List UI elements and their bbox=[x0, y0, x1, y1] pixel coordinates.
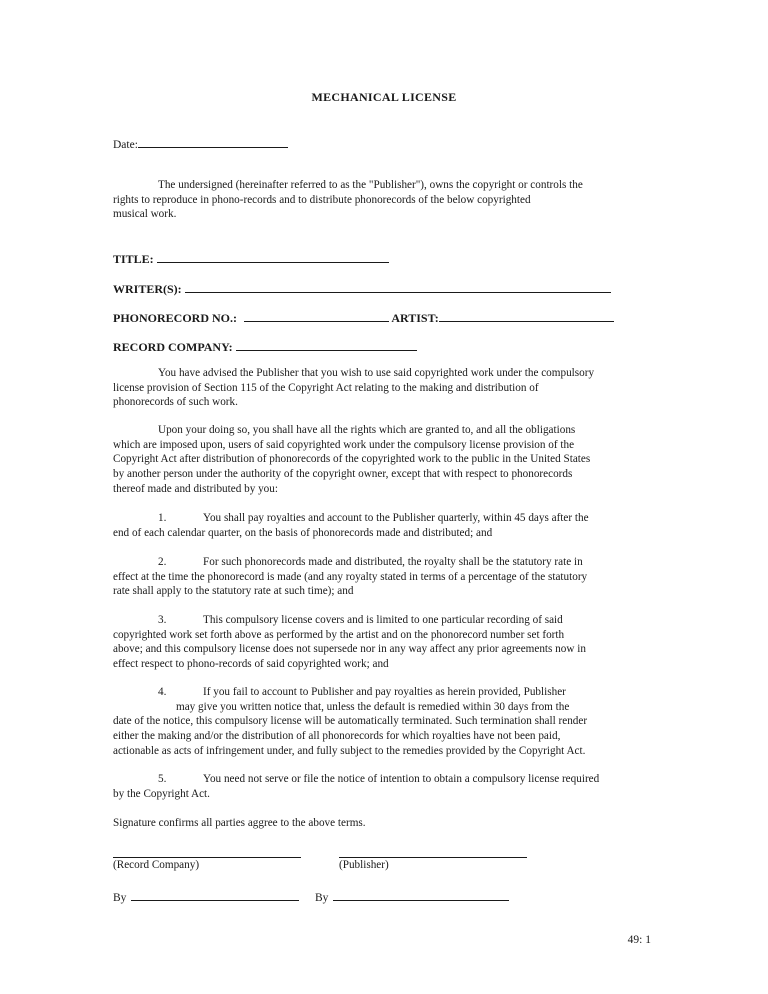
text-line: Copyright Act after distribution of phonorecords of the copyrighted work to the public in the United States bbox=[113, 453, 591, 466]
phonorecord-field bbox=[113, 309, 614, 326]
date-blank[interactable] bbox=[138, 135, 288, 148]
text-line: thereof made and distributed by you: bbox=[113, 482, 278, 495]
title-blank[interactable] bbox=[157, 250, 389, 263]
clause-number: 2. bbox=[158, 556, 167, 568]
page-number: 49: 1 bbox=[627, 934, 651, 946]
text-line: which are imposed upon, users of said copyrighted work under the compulsory license provision of the bbox=[113, 438, 575, 451]
text-line: may give you written notice that, unless the default is remedied within 30 days from the bbox=[176, 700, 570, 713]
advised-paragraph bbox=[113, 366, 653, 410]
record-company-by-blank[interactable] bbox=[131, 888, 299, 901]
writers-blank[interactable] bbox=[185, 280, 611, 293]
record-company-caption: (Record Company) bbox=[113, 859, 200, 871]
text-line: Upon your doing so, you shall have all the rights which are granted to, and all the obligations bbox=[158, 424, 576, 436]
text-line: You have advised the Publisher that you wish to use said copyrighted work under the compulsory bbox=[158, 367, 595, 379]
clause-first-line bbox=[113, 772, 653, 787]
title-field bbox=[113, 250, 389, 267]
title-label: TITLE: bbox=[113, 252, 154, 266]
record-company-blank[interactable] bbox=[236, 338, 417, 351]
phonorecord-blank[interactable] bbox=[244, 309, 389, 322]
artist-label: ARTIST: bbox=[391, 311, 439, 325]
writers-label: WRITER(S): bbox=[113, 282, 182, 296]
text-line: The undersigned (hereinafter referred to as the "Publisher"), owns the copyright or controls the bbox=[158, 179, 583, 191]
text-line: You shall pay royalties and account to the Publisher quarterly, within 45 days after the bbox=[203, 512, 589, 524]
publisher-caption: (Publisher) bbox=[339, 859, 389, 871]
text-line: date of the notice, this compulsory license will be automatically terminated. Such termination shall render bbox=[113, 715, 588, 728]
clause-first-line bbox=[113, 511, 653, 526]
clause-2 bbox=[113, 555, 653, 599]
text-line: actionable as acts of infringement under, and fully subject to the remedies provided by the Copyright Act. bbox=[113, 744, 586, 757]
text-line: rate shall apply to the statutory rate at such time); and bbox=[113, 585, 354, 598]
text-line: license provision of Section 115 of the Copyright Act relating to the making and distribution of bbox=[113, 381, 539, 394]
record-company-field bbox=[113, 338, 417, 355]
clause-number: 3. bbox=[158, 614, 167, 626]
text-line: above; and this compulsory license does not supersede nor in any way affect any prior agreements now in bbox=[113, 643, 586, 656]
clause-number: 4. bbox=[158, 686, 167, 698]
artist-blank[interactable] bbox=[439, 309, 614, 322]
text-line: For such phonorecords made and distributed, the royalty shall be the statutory rate in bbox=[203, 556, 583, 568]
clause-first-line bbox=[113, 685, 653, 700]
date-label: Date: bbox=[113, 139, 138, 151]
text-line: phonorecords of such work. bbox=[113, 396, 238, 409]
text-line: If you fail to account to Publisher and pay royalties as herein provided, Publisher bbox=[203, 686, 566, 698]
clause-4 bbox=[113, 685, 653, 759]
text-line: by another person under the authority of the copyright owner, except that with respect to phonorecords bbox=[113, 468, 573, 481]
publisher-by-blank[interactable] bbox=[333, 888, 509, 901]
text-line: musical work. bbox=[113, 208, 177, 221]
clause-1 bbox=[113, 511, 653, 540]
record-company-signature-line[interactable] bbox=[113, 857, 301, 858]
clause-5 bbox=[113, 772, 653, 801]
text-line: This compulsory license covers and is limited to one particular recording of said bbox=[203, 614, 563, 626]
text-line: You need not serve or file the notice of intention to obtain a compulsory license required bbox=[203, 773, 600, 785]
clause-number: 1. bbox=[158, 512, 167, 524]
signature-note bbox=[113, 816, 653, 831]
clause-number: 5. bbox=[158, 773, 167, 785]
document-title: MECHANICAL LICENSE bbox=[311, 90, 457, 104]
clause-3 bbox=[113, 613, 653, 672]
upon-paragraph bbox=[113, 423, 653, 497]
publisher-signature-line[interactable] bbox=[339, 857, 527, 858]
text-line: effect respect to phono-records of said copyrighted work; and bbox=[113, 658, 389, 671]
record-company-label: RECORD COMPANY: bbox=[113, 340, 233, 354]
by-label: By bbox=[315, 892, 329, 904]
intro-paragraph bbox=[113, 178, 653, 222]
clause-first-line bbox=[113, 555, 653, 570]
date-field bbox=[113, 135, 288, 151]
text-line: either the making and/or the distribution of all phonorecords for which royalties have not been paid, bbox=[113, 730, 561, 743]
text-line: Signature confirms all parties aggree to the above terms. bbox=[113, 817, 366, 829]
publisher-by-field bbox=[315, 888, 509, 904]
writers-field bbox=[113, 280, 611, 297]
text-line: copyrighted work set forth above as performed by the artist and on the phonorecord number set forth bbox=[113, 628, 565, 641]
clause-first-line bbox=[113, 613, 653, 628]
record-company-by-field bbox=[113, 888, 299, 904]
by-label: By bbox=[113, 892, 127, 904]
text-line: end of each calendar quarter, on the basis of phonorecords made and distributed; and bbox=[113, 526, 493, 539]
text-line: effect at the time the phonorecord is made (and any royalty stated in terms of a percentage of the statutory bbox=[113, 570, 588, 583]
text-line: by the Copyright Act. bbox=[113, 787, 210, 800]
phonorecord-label: PHONORECORD NO.: bbox=[113, 311, 237, 325]
text-line: rights to reproduce in phono-records and to distribute phonorecords of the below copyrighted bbox=[113, 193, 531, 206]
